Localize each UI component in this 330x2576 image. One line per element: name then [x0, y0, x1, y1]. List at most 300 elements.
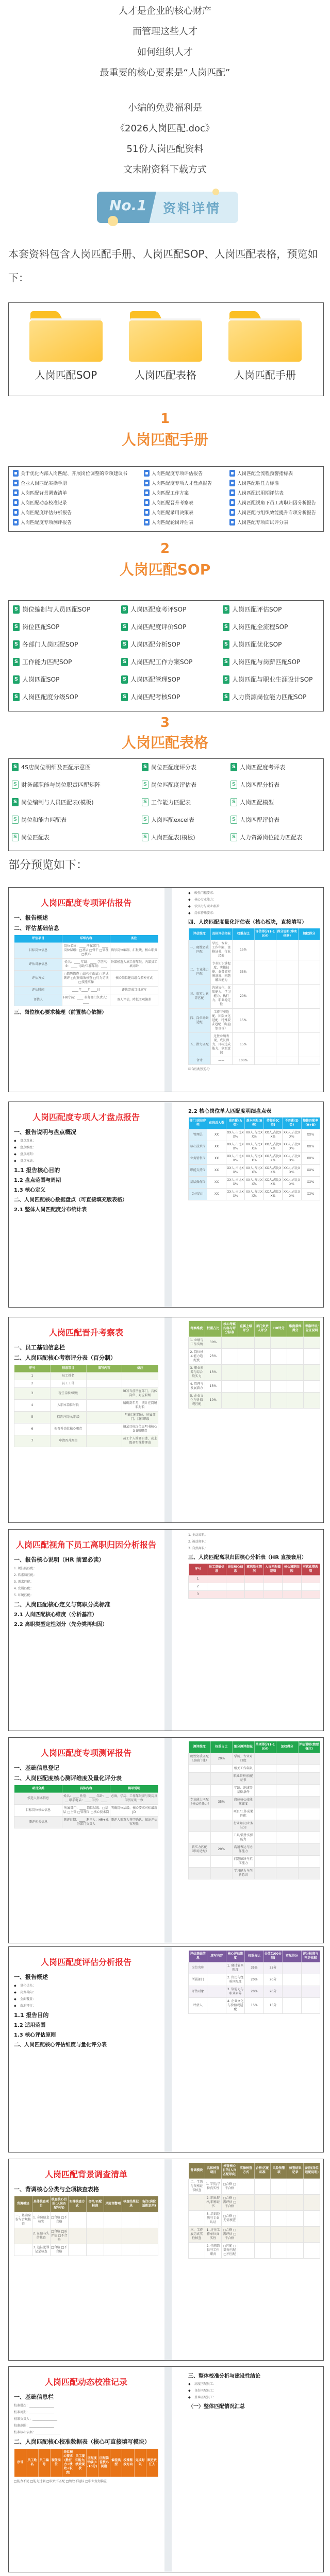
file-item[interactable]: [13, 499, 142, 506]
table-cell: [254, 1797, 276, 1808]
total-label: 综合匹配度总分: [188, 1067, 210, 1071]
table-row: [14, 1793, 158, 1805]
table-cell: 5: [14, 1412, 51, 1423]
table-header-cell: 员工编号: [38, 2449, 50, 2477]
table-row: [189, 1808, 320, 1820]
document-page-left: [9, 1530, 163, 1731]
file-item[interactable]: [142, 798, 228, 806]
document-heading: 一、报告概述: [14, 1974, 48, 1980]
file-item[interactable]: [144, 499, 227, 506]
table-header-cell: 考察评语/佐证说明: [304, 1321, 320, 1337]
table-cell: [276, 1785, 299, 1797]
table-cell: 100%: [233, 1057, 255, 1065]
table-cell: XX%: [301, 1153, 320, 1165]
table-cell: 3: [189, 1591, 207, 1599]
file-name: 人岗匹配与岗薪匹配SOP: [232, 658, 301, 666]
table-cell: [189, 2211, 205, 2227]
table-cell: 岗位核心技能掌握度: [233, 1797, 255, 1808]
section-title: 人岗匹配手册: [121, 431, 208, 448]
table-row: [189, 1773, 320, 1785]
spreadsheet-icon: S: [13, 693, 20, 701]
right-table: [188, 1320, 320, 1409]
table-header-cell: 完成时限: [134, 2449, 146, 2477]
table-cell: [238, 1365, 254, 1381]
spreadsheet-icon: S: [121, 605, 128, 614]
file-item[interactable]: [142, 816, 228, 824]
file-item[interactable]: [13, 692, 119, 701]
table-cell: [226, 1583, 244, 1591]
table-cell: XX人,占比XX%: [263, 1189, 282, 1200]
table-header-row: [189, 1564, 320, 1575]
table-cell: 工作节奏适配、团队文化适配、特殊要求适配（出差/加班等）: [210, 1009, 233, 1033]
table-cell: XX%: [301, 1189, 320, 1200]
table-cell: 填写当前所在部门、具体岗位、对应职级: [122, 1388, 158, 1400]
file-name: 人岗匹配全流程SOP: [232, 623, 288, 631]
folder-item[interactable]: [129, 311, 202, 383]
table-cell: □合格 □需评估 □不合格: [221, 2195, 238, 2211]
file-name: 关于优化内部人岗匹配、开展岗位调整的专项建议书: [21, 471, 128, 477]
table-cell: [287, 2227, 304, 2243]
page-gutter: [164, 888, 172, 1092]
file-item[interactable]: [12, 763, 140, 771]
file-item[interactable]: [12, 798, 140, 806]
table-cell: [271, 2179, 287, 2195]
document-heading: 一、报告核心说明（HR 前置必读）: [14, 1556, 105, 1563]
table-cell: 双人评估，降低主观偏差: [110, 994, 158, 1006]
document-preview-card[interactable]: [8, 2159, 324, 2361]
table-cell: 3. 软能力与职业素养: [226, 1986, 244, 1998]
table-cell: [238, 1349, 254, 1365]
file-item[interactable]: [144, 509, 227, 516]
bullet-item: ◆ 盘点维度：: [14, 1145, 158, 1150]
spreadsheet-icon: S: [12, 781, 19, 789]
table-cell: [221, 1381, 238, 1393]
table-cell: XX人,占比XX%: [283, 1165, 301, 1177]
table-cell: 评估方式: [14, 971, 62, 987]
document-page-right: [173, 1530, 323, 1731]
table-cell: 测评相关信息: [14, 1817, 62, 1828]
file-name: 人岗匹配分析表: [240, 782, 279, 788]
table-row: [14, 1805, 158, 1817]
table-cell: [271, 1337, 287, 1349]
file-item[interactable]: [229, 489, 320, 496]
table-header-cell: 人岗匹配偏差项: [263, 1564, 282, 1575]
file-item[interactable]: [142, 763, 228, 771]
table-row: [189, 2179, 320, 2195]
table-row: [14, 2244, 158, 2256]
right-table: [188, 1950, 320, 2014]
table-cell: [254, 1808, 276, 1820]
table-cell: [122, 2212, 140, 2228]
table-cell: [271, 2243, 287, 2259]
file-item[interactable]: [144, 480, 227, 486]
file-name: 人岗匹配度考评表: [240, 764, 285, 771]
table-header-cell: 填写内容: [86, 1365, 122, 1372]
file-item[interactable]: [223, 692, 322, 701]
table-cell: 15%: [233, 940, 255, 960]
file-item[interactable]: [121, 692, 221, 701]
table-cell: [301, 1575, 320, 1583]
table-cell: XX人,占比XX%: [226, 1189, 244, 1200]
file-name: 人力资源岗位能力匹配表: [240, 834, 302, 841]
table-header-cell: 员工基础信息: [207, 1564, 226, 1575]
table-header-row: [189, 1951, 320, 1962]
file-name: 岗位匹配SOP: [22, 623, 60, 631]
document-page-right: [173, 2367, 323, 2572]
table-cell: [254, 2179, 271, 2195]
document-title: 人岗匹配度专项人才盘点报告: [32, 1112, 140, 1122]
table-cell: [287, 1365, 304, 1381]
file-item[interactable]: [230, 833, 321, 841]
table-cell: [283, 1591, 301, 1599]
table-cell: XX%: [301, 1141, 320, 1153]
file-item[interactable]: [12, 781, 140, 789]
table-cell: 一、基础身份与合规核查: [14, 2212, 32, 2228]
file-list-box: [8, 466, 324, 532]
table-cell: [254, 1868, 276, 1879]
word-doc-icon: [13, 509, 19, 516]
table-row: [189, 1165, 320, 1177]
table-cell: HR专员：____ 业务部门负责人：____: [62, 994, 110, 1006]
table-cell: [276, 1797, 299, 1808]
word-doc-icon: [229, 509, 235, 516]
table-cell: [271, 1349, 287, 1365]
table-cell: ____年____月____日: [62, 987, 110, 994]
table-header-cell: 背调模块: [189, 2163, 205, 2179]
table-cell: [86, 1423, 122, 1435]
file-item[interactable]: [121, 675, 221, 684]
table-cell: [254, 1832, 276, 1844]
file-name: 人岗匹配全流程预警指标表: [237, 471, 293, 477]
table-header-cell: 权重占比: [245, 1951, 263, 1962]
table-cell: XX人,占比XX%: [263, 1141, 282, 1153]
table-cell: [287, 1393, 304, 1409]
file-item[interactable]: [144, 489, 227, 496]
table-cell: [210, 1868, 233, 1879]
file-item[interactable]: [223, 605, 322, 614]
document-preview-card[interactable]: [8, 887, 324, 1092]
intro-line: 文末附资料下载方式: [123, 164, 207, 175]
file-item[interactable]: [121, 640, 221, 649]
table-cell: XX人,占比XX%: [226, 1153, 244, 1165]
table-cell: [68, 2228, 86, 2244]
file-item[interactable]: [223, 675, 322, 684]
file-name: 人岗匹配分析SOP: [130, 641, 180, 648]
table-cell: 员工工号: [50, 1380, 86, 1388]
file-item[interactable]: [230, 816, 321, 824]
spreadsheet-icon: S: [13, 640, 20, 649]
table-cell: 35%: [210, 1797, 233, 1808]
table-cell: 姓名：____ 性别：____ 年龄：____ 联系电话：____ 学历：____: [62, 1793, 110, 1805]
table-cell: [304, 2195, 320, 2211]
table-cell: [304, 1393, 320, 1409]
file-item[interactable]: [230, 763, 321, 771]
file-item[interactable]: [229, 519, 320, 526]
section-number: 1: [160, 411, 170, 427]
file-item[interactable]: [121, 622, 221, 631]
document-preview-card[interactable]: [8, 1737, 324, 1943]
table-cell: XX人,占比XX%: [283, 1153, 301, 1165]
file-item[interactable]: [229, 480, 320, 486]
file-item[interactable]: [121, 605, 221, 614]
file-item[interactable]: [223, 640, 322, 649]
file-item[interactable]: [13, 622, 119, 631]
table-cell: ——: [210, 1057, 233, 1065]
table-cell: [254, 2195, 271, 2211]
table-cell: [276, 1753, 299, 1765]
table-header-cell: 细分测评指标: [233, 1741, 255, 1753]
folder-icon: [29, 311, 103, 363]
table-cell: 测评日期：____ 测评人：HR+业务部门负责人: [62, 1817, 110, 1828]
file-item[interactable]: [121, 657, 221, 666]
folder-item[interactable]: [29, 311, 103, 383]
document-preview-card[interactable]: [8, 1101, 324, 1308]
table-row: [14, 943, 158, 959]
table-cell: 岗位名称: [189, 1962, 207, 1974]
spreadsheet-icon: S: [223, 675, 229, 684]
file-name: 人岗匹配背景调查清单: [21, 491, 68, 496]
spreadsheet-icon: S: [121, 623, 128, 631]
table-cell: [301, 1583, 320, 1591]
table-cell: [86, 2212, 104, 2228]
table-header-cell: 测评维度: [189, 1741, 211, 1753]
table-cell: XX人,占比XX%: [245, 1153, 263, 1165]
file-name: 人岗匹配表(模板): [151, 834, 195, 841]
table-cell: [301, 1986, 320, 1998]
table-cell: [210, 1856, 233, 1868]
file-item[interactable]: [13, 675, 119, 684]
table-cell: XX%: [301, 1129, 320, 1141]
table-cell: 三、工作履历真实性核查: [189, 2227, 205, 2243]
table-cell: [276, 1773, 299, 1785]
table-cell: 目标岗位核心信息: [14, 1805, 62, 1817]
document-page-right: [173, 1947, 323, 2152]
file-item[interactable]: [229, 499, 320, 506]
file-item[interactable]: [13, 489, 142, 496]
table-cell: 候选人基本信息: [14, 1793, 62, 1805]
table-row: [189, 1797, 320, 1808]
table-cell: XX人,占比XX%: [263, 1153, 282, 1165]
file-item[interactable]: [144, 470, 227, 477]
document-heading: 1.3 核心定义: [14, 1188, 46, 1193]
file-name: 岗位编制与人员匹配SOP: [22, 606, 91, 613]
document-preview-card[interactable]: [8, 1529, 324, 1731]
table-cell: [207, 1591, 226, 1599]
table-cell: XX人,占比XX%: [245, 1177, 263, 1189]
document-heading: 二、人岗匹配核心数据盘点（可直接填充版表格）: [14, 1197, 127, 1203]
spreadsheet-icon: S: [13, 623, 20, 631]
spreadsheet-icon: S: [223, 623, 229, 631]
spreadsheet-icon: S: [230, 781, 237, 789]
table-row: [189, 1033, 320, 1057]
file-item[interactable]: [13, 657, 119, 666]
file-name: 人岗匹配轮岗评估表: [152, 520, 194, 526]
file-item[interactable]: [12, 816, 140, 824]
table-cell: [271, 2195, 287, 2211]
file-item[interactable]: [229, 470, 320, 477]
folder-icon: [228, 311, 302, 363]
word-doc-icon: [144, 470, 150, 477]
file-item[interactable]: [13, 509, 142, 516]
table-cell: 20分: [263, 1986, 282, 1998]
form-field: 校准负责人：________________: [14, 2417, 58, 2421]
numbered-item: 1. 硬技能匹配：: [14, 1567, 37, 1570]
document-preview-card[interactable]: [8, 2366, 324, 2572]
file-item[interactable]: [230, 781, 321, 789]
table-cell: [298, 1868, 320, 1879]
table-cell: [287, 2243, 304, 2259]
document-preview-card[interactable]: [8, 1946, 324, 2153]
table-cell: 必填，学历、工作年限需与简历及学历证明一致: [110, 1793, 158, 1805]
table-cell: 公司总计: [189, 1189, 207, 1200]
bullet-item: ◆ 盘点方法：: [14, 1159, 158, 1164]
file-item[interactable]: [223, 622, 322, 631]
table-cell: [210, 1773, 233, 1785]
table-cell: [238, 1337, 254, 1349]
file-item[interactable]: [13, 480, 142, 486]
table-cell: 1. 学历/学位真实性: [205, 2179, 221, 2195]
left-table: [14, 2448, 158, 2477]
table-cell: 3. 培训经历与专业认证: [205, 2211, 221, 2227]
bullet-item: ◆ 硬性门槛要求：: [188, 891, 320, 896]
file-item[interactable]: [142, 781, 228, 789]
table-cell: [298, 1832, 320, 1844]
table-header-cell: 备注(岗位适配说明): [140, 2196, 158, 2212]
table-cell: 2. 岗位核心能力适配度: [189, 1349, 205, 1365]
table-cell: [298, 1808, 320, 1820]
table-cell: XX: [207, 1165, 226, 1177]
table-cell: [122, 1372, 158, 1380]
spreadsheet-icon: S: [142, 763, 148, 771]
spreadsheet-icon: S: [12, 833, 19, 841]
spreadsheet-icon: S: [121, 675, 128, 684]
table-header-cell: 部门负责人评分: [254, 1321, 271, 1337]
table-cell: 所属部门: [189, 1974, 207, 1986]
table-header-cell: 匹配偏差核心问题: [98, 2449, 110, 2477]
document-heading: 二、人岗匹配核心校准数据表（核心可直接填写模块）: [14, 2438, 150, 2445]
file-name: 人岗匹配动态校准记录: [21, 501, 68, 506]
table-cell: 20%: [245, 1986, 263, 1998]
table-cell: XX人,占比XX%: [226, 1177, 244, 1189]
table-cell: [298, 1797, 320, 1808]
bullet-item: ◆ 核心专业能力：: [188, 897, 320, 903]
table-cell: [254, 1337, 271, 1349]
table-cell: XX人,占比XX%: [245, 1141, 263, 1153]
document-heading: 一、报告概述: [14, 914, 48, 921]
table-cell: 申请晋升理由: [50, 1435, 86, 1447]
document-page-left: [9, 1317, 163, 1522]
word-doc-icon: [13, 519, 19, 526]
table-cell: [254, 1393, 271, 1409]
table-cell: [287, 1381, 304, 1393]
file-name: 人岗匹配评估SOP: [232, 606, 282, 613]
table-cell: [189, 1820, 211, 1832]
table-cell: 目标岗位信息: [14, 943, 62, 959]
spreadsheet-icon: S: [13, 658, 20, 666]
word-doc-icon: [144, 480, 150, 486]
folder-item[interactable]: [228, 311, 302, 383]
numbered-item: 5. 环境匹配：: [14, 1594, 34, 1597]
table-header-cell: 填写说明: [110, 1785, 158, 1793]
table-header-cell: 部门/岗位序列: [189, 1117, 207, 1129]
table-cell: 相关工作年限: [233, 1765, 255, 1773]
file-item[interactable]: [13, 605, 119, 614]
table-cell: [301, 1591, 320, 1599]
file-item[interactable]: [230, 798, 321, 806]
file-item[interactable]: [13, 519, 142, 526]
file-item[interactable]: [144, 519, 227, 526]
table-cell: [238, 2179, 254, 2195]
document-page-left: [9, 1947, 163, 2152]
file-name: 人岗匹配胜任力标准: [237, 481, 279, 486]
table-cell: [122, 2244, 140, 2256]
table-row: [14, 971, 158, 987]
table-cell: 评估对象信息: [14, 959, 62, 971]
table-cell: XX人,占比XX%: [245, 1165, 263, 1177]
file-item[interactable]: [229, 509, 320, 516]
table-cell: [304, 1365, 320, 1381]
table-cell: [304, 1337, 320, 1349]
document-heading: 1.2 适用范围: [14, 2023, 46, 2028]
table-cell: [254, 1381, 271, 1393]
table-cell: [254, 1009, 276, 1033]
table-cell: □合格 □无需核查: [221, 2211, 238, 2227]
table-header-cell: 风险预警项: [271, 2163, 287, 2179]
table-cell: 1. 业绩与工作实绩: [189, 1337, 205, 1349]
document-title: 人岗匹配视角下员工离职归因分析报告: [15, 1540, 156, 1550]
table-cell: □合格 □不合格: [50, 2244, 68, 2256]
file-item[interactable]: [142, 833, 228, 841]
document-title: 人岗匹配背景调查清单: [44, 2170, 127, 2179]
word-doc-icon: [229, 489, 235, 496]
table-cell: [189, 1868, 211, 1879]
page-gutter: [164, 1102, 172, 1307]
file-item[interactable]: [13, 640, 119, 649]
spreadsheet-icon: S: [142, 816, 148, 824]
table-cell: [221, 1337, 238, 1349]
table-cell: 拟晋升岗位/职级: [50, 1412, 86, 1423]
table-cell: 所属部门：____ 岗位层级：□基层 □主管 □管理岗 □核心技术岗: [62, 1805, 110, 1817]
table-row: [14, 1817, 158, 1828]
table-row: [189, 1337, 320, 1349]
table-cell: XX人,占比XX%: [283, 1129, 301, 1141]
document-preview-card[interactable]: [8, 1317, 324, 1523]
folder-label: 人岗匹配表格: [135, 369, 196, 381]
file-name: 工作能力匹配表: [151, 799, 191, 806]
table-cell: [238, 2211, 254, 2227]
file-name: 4S店岗位明细及匹配示意图: [21, 764, 91, 771]
document-heading: 1.3 核心评估原则: [14, 2032, 56, 2038]
spreadsheet-icon: S: [230, 763, 237, 771]
table-row: [189, 1765, 320, 1773]
table-row: [14, 1380, 158, 1388]
table-cell: 25%: [205, 1349, 221, 1365]
table-cell: [254, 1765, 276, 1773]
file-item[interactable]: [12, 833, 140, 841]
table-row: [14, 1388, 158, 1400]
table-cell: XX%: [301, 1165, 320, 1177]
table-cell: 1. 过往工作单位真实性: [205, 2227, 221, 2243]
table-header-cell: 具体评估指标: [210, 928, 233, 940]
file-item[interactable]: [223, 657, 322, 666]
document-heading: 三、整体校准分析与建设性结论: [188, 2374, 260, 2379]
table-row: [189, 1365, 320, 1381]
left-table: [14, 935, 158, 1006]
word-doc-icon: [229, 499, 235, 506]
table-cell: [263, 1583, 282, 1591]
file-item[interactable]: [13, 470, 142, 477]
table-row: [189, 1856, 320, 1868]
